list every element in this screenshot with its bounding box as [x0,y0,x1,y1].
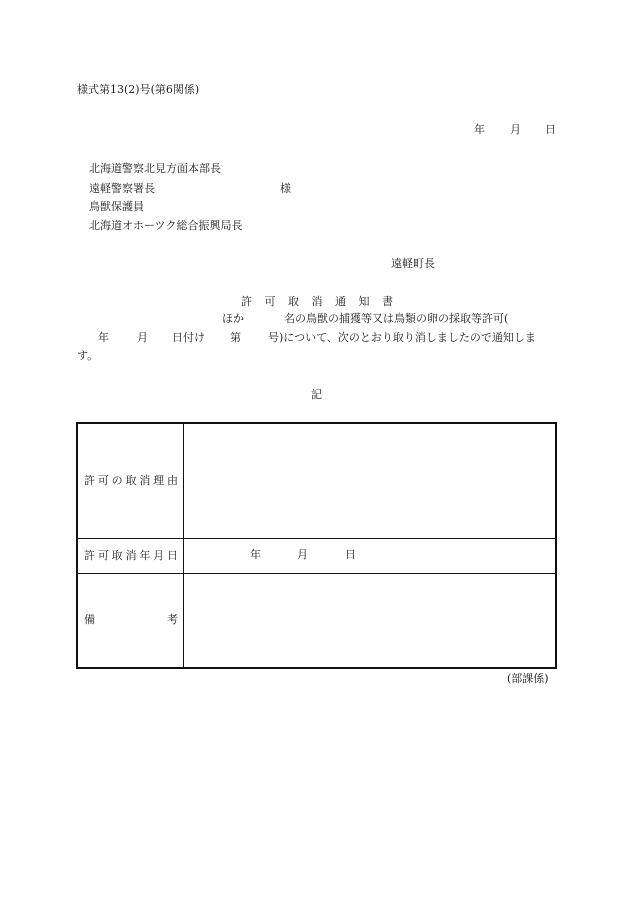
table-row [78,573,555,667]
label-char: 理 [153,474,165,487]
label-char: 消 [125,548,137,562]
label-char: 可 [97,474,109,487]
body-date: 日付け [172,331,205,344]
title-char: 許 [241,295,252,308]
title-char: 取 [288,295,299,308]
title-char: 知 [358,295,370,308]
row-label-remarks [84,613,178,627]
title-char: 書 [382,295,393,308]
label-char: 月 [153,548,165,562]
body-line-1b: 名の鳥獣の捕獲等又は鳥類の卵の採取等許可( [284,312,509,325]
label-char: 許 [84,548,95,562]
label-char: 許 [84,474,95,487]
detail-table [76,422,557,669]
label-char: 取 [111,548,123,562]
cancel-month-label: 月 [297,548,308,561]
cancel-day-label: 日 [345,548,356,561]
form-number: 様式第13(2)号(第6関係) [77,83,200,96]
department-footer: (部課係) [507,672,549,685]
body-line-1a: ほか [222,312,244,325]
title-char: 消 [311,295,323,308]
recipient-item: 北海道オホーツク総合振興局長 [89,219,243,232]
row-label-reason [84,474,178,488]
row-label-date [84,549,178,563]
remarks-value-cell[interactable] [184,573,555,667]
title-char: 通 [335,295,346,308]
title-char: 可 [264,295,276,308]
label-char: 考 [167,613,178,626]
date-month: 月 [510,123,521,136]
label-char: 取 [125,474,137,487]
table-row [78,538,555,574]
recipient-item: 北海道警察北見方面本部長 [89,162,221,175]
recipient-item: 鳥獣保護員 [89,200,144,213]
label-char: 備 [84,613,95,626]
reason-value-cell[interactable] [184,424,555,538]
date-day: 日 [545,123,556,136]
table-label-cell [78,573,184,667]
label-char: 年 [139,548,151,562]
label-char: 日 [166,548,178,562]
date-year: 年 [474,123,485,136]
ki-heading: 記 [311,388,322,401]
body-month: 月 [137,331,148,344]
cancel-year-label: 年 [250,548,261,561]
issuer: 遠軽町長 [391,257,435,270]
body-line-3: す。 [77,349,99,362]
body-text: 号)について、次のとおり取り消しましたので通知しま [268,331,536,344]
recipient-honorific: 様 [280,182,291,195]
label-char: 可 [97,548,109,562]
body-number-prefix: 第 [230,331,241,344]
table-label-cell [78,424,184,538]
recipient-item: 遠軽警察署長 [89,182,155,195]
document-title [241,295,393,309]
label-char: 由 [166,474,178,487]
label-char: の [111,474,123,487]
body-year: 年 [98,331,109,344]
label-char: 消 [139,474,151,487]
date-value-cell[interactable] [184,538,555,573]
table-label-cell [78,538,184,573]
table-row [78,424,555,539]
